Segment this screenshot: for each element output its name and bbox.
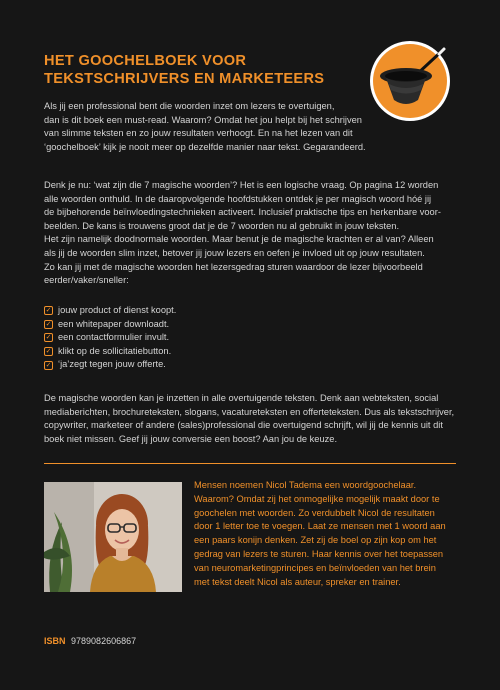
intro-paragraph xyxy=(44,100,458,154)
author-bio xyxy=(194,479,462,589)
isbn-block xyxy=(44,636,136,646)
text-line: Zo kan jij met de magische woorden het lezersgedrag sturen waardoor de lezer bijvoorbeeld xyxy=(44,261,423,272)
list-item xyxy=(44,331,344,345)
bio-line: Waarom? Omdat zij het onmogelijke mogelijk maakt door te xyxy=(194,493,440,504)
book-title-line: TEKSTSCHRIJVERS EN MARKETEERS xyxy=(44,71,325,87)
bio-line: een paars konijn denken. Zet zij de boel op zijn kop om het xyxy=(194,535,437,546)
checkbox-icon: ✓ xyxy=(45,307,52,315)
benefits-checklist xyxy=(44,304,344,372)
text-line: mediaberichten, brochureteksten, slogans, vacatureteksten en offerteteksten. Dus als tekstschrijver, xyxy=(44,406,455,417)
text-line: de bijbehorende beïnvloedingstechnieken activeert. Inclusief praktische tips en herkenbare voor- xyxy=(44,207,441,218)
text-line: als jij de woorden slim inzet, betover jij jouw lezers en oefen je invloed uit op jouw resultaten. xyxy=(44,247,425,258)
text-line: boek niet missen. Geef jij jouw conversie een boost? Aan jou de keuze. xyxy=(44,433,338,444)
bio-line: gedrag van lezers te sturen. Haar kennis over het toepassen xyxy=(194,548,444,559)
checkbox-icon: ✓ xyxy=(45,320,52,328)
list-item-text: klikt op de sollicitatiebutton. xyxy=(58,345,172,356)
text-line: Denk je nu: ‘wat zijn die 7 magische woorden’? Het is een logische vraag. Op pagina 12 worden xyxy=(44,180,439,190)
checkbox-icon: ✓ xyxy=(45,361,52,369)
text-line: Het zijn namelijk doodnormale woorden. Maar benut je de magische krachten er al van? Alleen xyxy=(44,234,434,245)
text-line: De magische woorden kan je inzetten in alle overtuigende teksten. Denk aan webteksten, social xyxy=(44,393,439,403)
bio-line: goochelen met woorden. Zo verdubbelt Nicol de resultaten xyxy=(194,507,435,518)
checkbox-icon: ✓ xyxy=(45,348,52,356)
isbn-label: ISBN xyxy=(44,636,66,646)
text-line: alle woorden onthuld. In de daaropvolgende hoofdstukken ontdek je per magisch woord hóé jij xyxy=(44,193,432,204)
author-photo xyxy=(44,482,182,592)
list-item xyxy=(44,318,344,332)
isbn-number: 9789082606867 xyxy=(71,636,137,646)
text-line: Als jij een professional bent die woorden inzet om lezers te overtuigen, xyxy=(44,101,335,111)
magic-words-paragraph xyxy=(44,179,458,288)
bio-line: met tekst deelt Nicol als auteur, spreker en trainer. xyxy=(194,576,401,587)
list-item-text: ‘ja’zegt tegen jouw offerte. xyxy=(58,359,166,370)
book-title xyxy=(44,52,364,88)
book-title-line: HET GOOCHELBOEK VOOR xyxy=(44,53,247,69)
section-divider xyxy=(44,463,456,464)
text-line: copywriter, marketeer of andere (sales)professional die overtuigend schrijft, wil jij de kennis uit dit xyxy=(44,420,443,431)
text-line: ‘goochelboek’ kijk je nooit meer op dezelfde manier naar tekst. Gegarandeerd. xyxy=(44,141,366,152)
bio-line: van neuromarketingprincipes en beïnvloeden van het brein xyxy=(194,562,436,573)
list-item-text: een whitepaper downloadt. xyxy=(58,318,170,329)
list-item-text: jouw product of dienst koopt. xyxy=(58,305,177,315)
bio-line: Mensen noemen Nicol Tadema een woordgoochelaar. xyxy=(194,480,417,490)
text-line: dan is dit boek een must-read. Waarom? Omdat het jou helpt bij het schrijven xyxy=(44,114,362,125)
list-item xyxy=(44,358,344,372)
list-item xyxy=(44,345,344,359)
usage-paragraph xyxy=(44,392,458,446)
text-line: eerder/vaker/sneller: xyxy=(44,275,129,286)
list-item xyxy=(44,304,344,318)
text-line: van slimme teksten en zo jouw resultaten verhoogt. En na het lezen van dit xyxy=(44,128,353,139)
bio-line: door 1 letter toe te voegen. Laat ze mensen met 1 woord aan xyxy=(194,521,446,532)
list-item-text: een contactformulier invult. xyxy=(58,332,170,343)
text-line: beelden. De kans is trouwens groot dat je de 7 woorden nu al gebruikt in jouw teksten. xyxy=(44,220,400,231)
checkbox-icon: ✓ xyxy=(45,334,52,342)
